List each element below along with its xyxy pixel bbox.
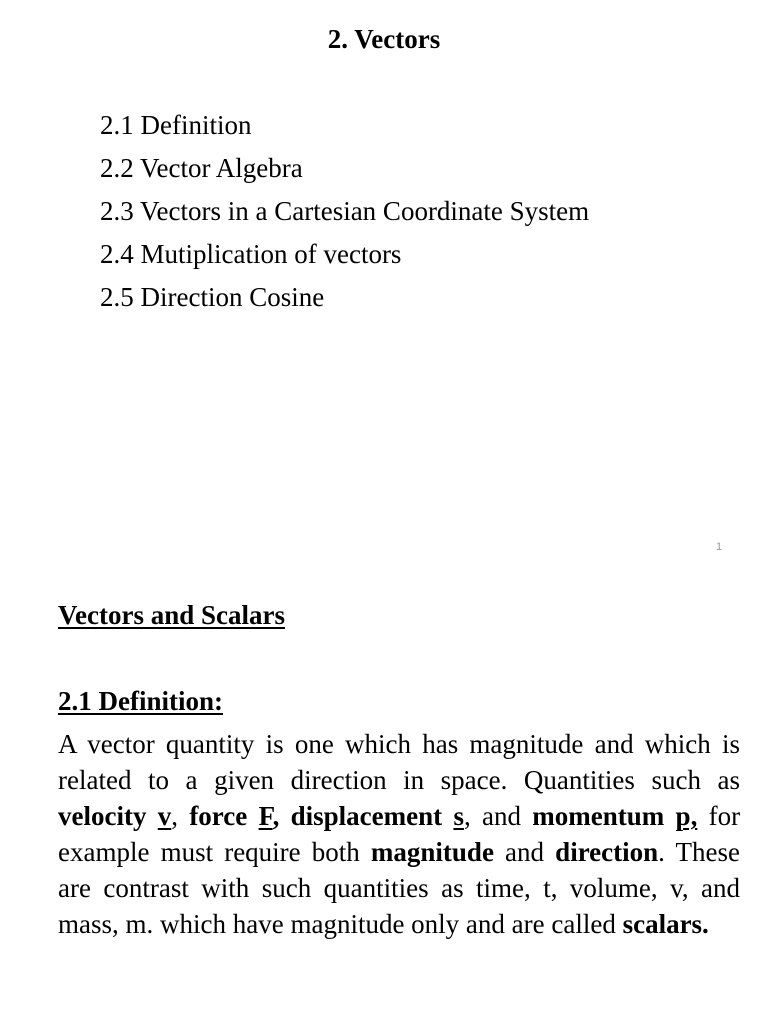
term-direction: direction [555,837,659,867]
toc-item-vector-algebra: 2.2 Vector Algebra [100,153,303,183]
symbol-velocity: v [157,801,172,831]
paragraph-text: and [493,837,556,867]
definition-heading: 2.1 Definition: [58,686,223,716]
paragraph-text: A vector quantity is one which has magnitude and which is related to a given direction in space. Quantities such as [58,729,740,795]
page-title: 2. Vectors [327,24,441,54]
definition-paragraph [58,726,740,942]
paragraph-text: , [171,801,190,831]
section-heading: Vectors and Scalars [58,600,285,630]
page-number: 1 [715,541,723,553]
paragraph-text: , and [463,801,533,831]
toc-item-direction-cosine: 2.5 Direction Cosine [100,282,325,312]
toc-item-definition: 2.1 Definition [100,110,252,140]
term-velocity: velocity [58,801,147,831]
term-displacement: displacement [290,801,443,831]
term-magnitude: magnitude [370,837,494,867]
term-momentum: momentum [532,801,665,831]
toc-item-cartesian-coordinates: 2.3 Vectors in a Cartesian Coordinate System [100,196,590,226]
paragraph-text: . These are contrast with such quantities as time, t, volume, v, and mass, m. which have magnitude only and are called [58,837,741,939]
toc-item-multiplication: 2.4 Mutiplication of vectors [100,239,402,269]
term-force: force [189,801,248,831]
symbol-force: F [258,801,273,831]
paragraph-text: for example must require both [58,801,741,867]
symbol-momentum: p, [675,801,698,831]
slide-vectors-and-scalars [0,568,768,1024]
comma: , [272,801,280,831]
table-of-contents [100,104,589,319]
term-scalars: scalars. [622,909,709,939]
symbol-displacement: s [453,801,464,831]
